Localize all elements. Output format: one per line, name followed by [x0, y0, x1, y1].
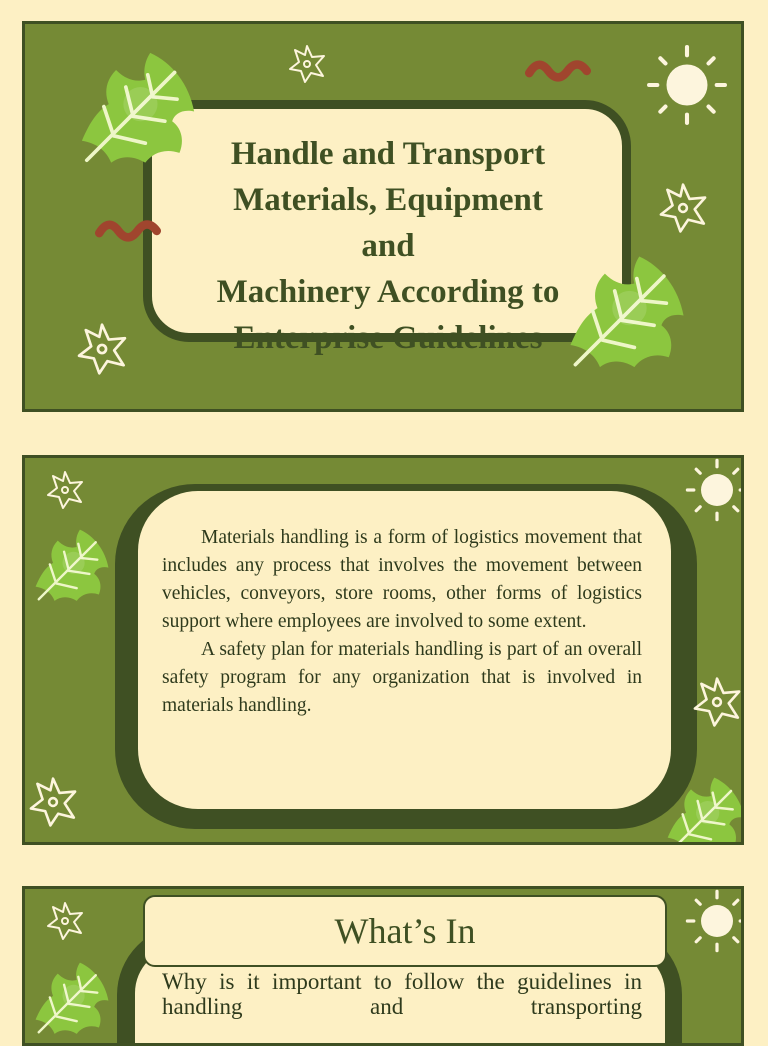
squiggle-icon	[525, 60, 591, 84]
sun-icon	[685, 889, 744, 953]
slide-1-title	[175, 131, 601, 361]
sun-icon	[685, 458, 744, 522]
leaf-icon	[77, 50, 199, 168]
star-icon	[691, 676, 743, 728]
title-line: Enterprise Guidelines	[233, 320, 543, 356]
slide-2-body	[162, 524, 642, 720]
paragraph: A safety plan for materials handling is part of an overall safety program for any organization that is involved in materials handling.	[162, 639, 642, 716]
slide-3-body: Why is it important to follow the guidelines in handling and transporting	[162, 969, 642, 1019]
slide-2	[22, 455, 744, 845]
star-icon	[287, 44, 327, 84]
star-icon	[45, 901, 85, 941]
slide-1	[22, 21, 744, 412]
star-icon	[75, 322, 129, 376]
paragraph: Materials handling is a form of logistics movement that includes any process that involves the movement between vehicles, conveyors, store rooms, other forms of logistics support where employees are involved to some extent.	[162, 527, 642, 632]
star-icon	[45, 470, 85, 510]
leaf-icon	[565, 254, 689, 372]
star-icon	[657, 182, 709, 234]
sun-icon	[646, 44, 728, 126]
title-line: Materials, Equipment	[233, 182, 543, 218]
leaf-icon	[663, 776, 744, 845]
star-icon	[27, 776, 79, 828]
title-line: Machinery According to	[216, 274, 560, 310]
title-line: Handle and Transport	[230, 136, 546, 172]
leaf-icon	[31, 961, 113, 1037]
slide-3	[22, 886, 744, 1046]
title-line: and	[361, 228, 415, 264]
leaf-icon	[31, 528, 113, 604]
squiggle-icon	[95, 220, 161, 244]
section-heading: What’s In	[143, 895, 667, 967]
